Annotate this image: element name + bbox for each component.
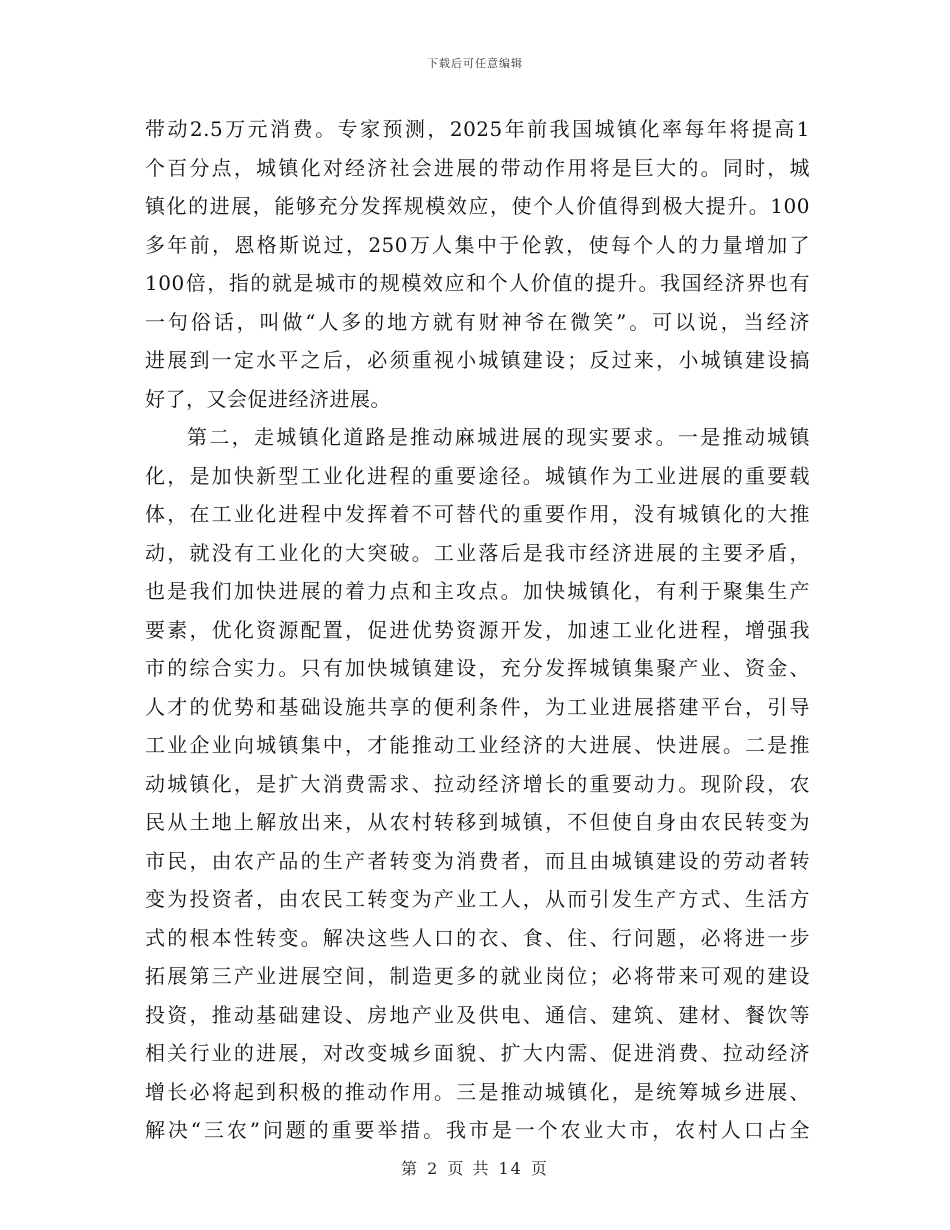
text-line: 体，在工业化进程中发挥着不可替代的重要作用，没有城镇化的大推 bbox=[145, 502, 810, 526]
text-line: 变为投资者，由农民工转变为产业工人，从而引发生产方式、生活方 bbox=[145, 887, 810, 911]
document-body bbox=[145, 110, 810, 1150]
text-line: 市民，由农产品的生产者转变为消费者，而且由城镇建设的劳动者转 bbox=[145, 848, 810, 873]
text-line: 投资，推动基础建设、房地产业及供电、通信、建筑、建材、餐饮等 bbox=[145, 1002, 810, 1027]
page-number-suffix: 页 bbox=[530, 1159, 549, 1178]
text-line: 镇化的进展，能够充分发挥规模效应，使个人价值得到极大提升。100 bbox=[145, 194, 810, 218]
text-line: 动城镇化，是扩大消费需求、拉动经济增长的重要动力。现阶段，农 bbox=[145, 771, 810, 796]
text-line: 人才的优势和基础设施共享的便利条件，为工业进展搭建平台，引导 bbox=[145, 694, 810, 719]
text-line: 个百分点，城镇化对经济社会进展的带动作用将是巨大的。同时，城 bbox=[145, 155, 810, 180]
text-line: 式的根本性转变。解决这些人口的衣、食、住、行问题，必将进一步 bbox=[145, 925, 810, 950]
paragraph-start-line: 第二，走城镇化道路是推动麻城进展的现实要求。一是推动城镇 bbox=[187, 425, 810, 449]
page-footer bbox=[0, 1156, 950, 1179]
text-line: 一句俗话，叫做“人多的地方就有财神爷在微笑”。可以说，当经济 bbox=[145, 309, 810, 334]
page-number-prefix: 第 bbox=[401, 1159, 420, 1178]
page-header: 下载后可任意编辑 bbox=[427, 57, 523, 70]
text-line: 化，是加快新型工业化进程的重要途径。城镇作为工业进展的重要载 bbox=[145, 463, 810, 488]
current-page-number: 2 bbox=[427, 1159, 440, 1178]
text-line: 进展到一定水平之后，必须重视小城镇建设；反过来，小城镇建设搞 bbox=[145, 348, 810, 372]
text-line: 相关行业的进展，对改变城乡面貌、扩大内需、促进消费、拉动经济 bbox=[145, 1041, 810, 1065]
text-line: 要素，优化资源配置，促进优势资源开发，加速工业化进程，增强我 bbox=[145, 617, 810, 642]
page-number-middle: 页 共 bbox=[447, 1159, 491, 1178]
text-line: 民从土地上解放出来，从农村转移到城镇，不但使自身由农民转变为 bbox=[145, 810, 810, 834]
text-line: 市的综合实力。只有加快城镇建设，充分发挥城镇集聚产业、资金、 bbox=[145, 656, 810, 680]
text-line: 100倍，指的就是城市的规模效应和个人价值的提升。我国经济界也有 bbox=[145, 271, 810, 295]
text-line: 工业企业向城镇集中，才能推动工业经济的大进展、快进展。二是推 bbox=[145, 733, 810, 757]
text-line: 动，就没有工业化的大突破。工业落后是我市经济进展的主要矛盾， bbox=[145, 540, 810, 565]
text-line: 拓展第三产业进展空间，制造更多的就业岗位；必将带来可观的建设 bbox=[145, 964, 810, 988]
text-line: 解决“三农”问题的重要举措。我市是一个农业大市，农村人口占全 bbox=[145, 1118, 810, 1142]
total-pages-number: 14 bbox=[498, 1159, 523, 1178]
text-line: 增长必将起到积极的推动作用。三是推动城镇化，是统筹城乡进展、 bbox=[145, 1079, 810, 1104]
text-line: 好了，又会促进经济进展。 bbox=[145, 386, 391, 411]
text-line: 也是我们加快进展的着力点和主攻点。加快城镇化，有利于聚集生产 bbox=[145, 579, 810, 603]
text-line: 带动2.5万元消费。专家预测，2025年前我国城镇化率每年将提高1 bbox=[145, 117, 810, 141]
text-line: 多年前，恩格斯说过，250万人集中于伦敦，使每个人的力量增加了 bbox=[145, 232, 810, 257]
